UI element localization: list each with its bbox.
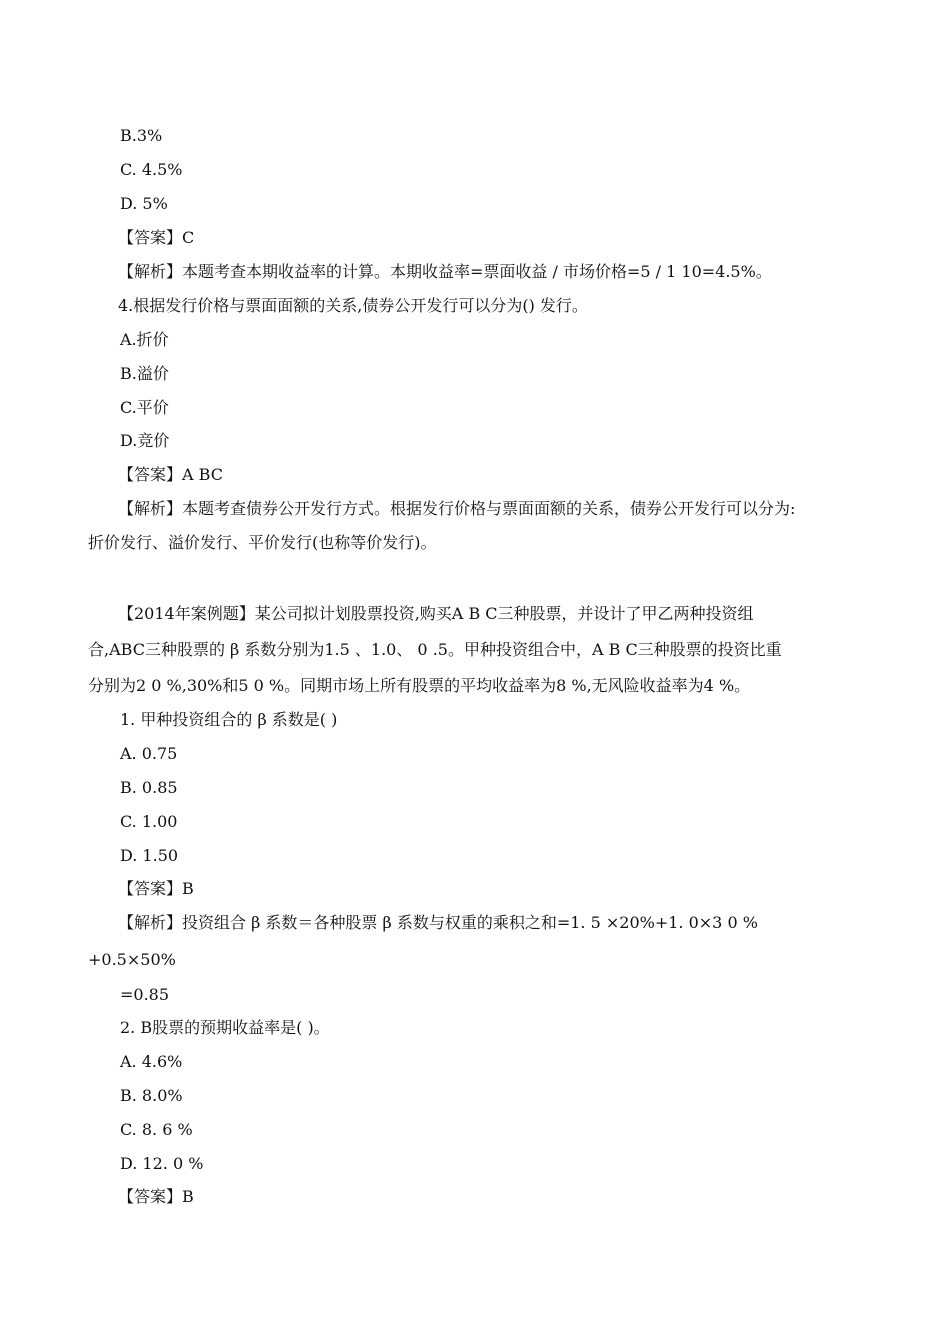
text-line: C. 4.5%: [120, 160, 183, 179]
text-line: B.溢价: [120, 364, 169, 383]
text-line: C. 1.00: [120, 812, 178, 831]
text-line: 2. B股票的预期收益率是( )。: [120, 1018, 330, 1037]
text-line: 【解析】本题考查本期收益率的计算。本期收益率=票面收益 / 市场价格=5 / 1 10=4.5%。: [118, 262, 772, 281]
text-line: D. 5%: [120, 194, 168, 213]
text-line: C.平价: [120, 398, 169, 417]
text-line: B. 0.85: [120, 778, 178, 797]
text-line: 【答案】C: [118, 228, 195, 247]
text-line: D. 1.50: [120, 846, 179, 865]
text-line: 【答案】B: [118, 879, 194, 898]
text-line: C. 8. 6 %: [120, 1120, 193, 1139]
text-line: D.竞价: [120, 431, 170, 450]
text-line: A. 0.75: [120, 744, 178, 763]
text-line: A. 4.6%: [120, 1052, 183, 1071]
text-line: 分别为2 0 %,30%和5 0 %。同期市场上所有股票的平均收益率为8 %,无风险收益率为4 %。: [88, 676, 751, 695]
text-line: 合,ABC三种股票的 β 系数分别为1.5 、1.0、 0 .5。甲种投资组合中，A B C三种股票的投资比重: [88, 640, 782, 659]
text-line: =0.85: [120, 985, 170, 1004]
text-line: 折价发行、溢价发行、平价发行(也称等价发行)。: [88, 533, 437, 552]
text-line: 【答案】A BC: [118, 465, 223, 484]
text-line: 4.根据发行价格与票面面额的关系,债券公开发行可以分为() 发行。: [118, 296, 588, 315]
text-line: +0.5×50%: [88, 950, 176, 969]
text-line: 【答案】B: [118, 1187, 194, 1206]
text-line: 1. 甲种投资组合的 β 系数是( ): [120, 710, 338, 729]
text-line: 【2014年案例题】某公司拟计划股票投资,购买A B C三种股票，并设计了甲乙两种投资组: [118, 604, 754, 623]
text-line: 【解析】本题考查债券公开发行方式。根据发行价格与票面面额的关系，债券公开发行可以分为:: [118, 499, 796, 518]
text-line: A.折价: [120, 330, 169, 349]
text-line: B.3%: [120, 126, 163, 145]
text-line: 【解析】投资组合 β 系数＝各种股票 β 系数与权重的乘积之和=1. 5 ×20%+1. 0×3 0 %: [118, 913, 758, 932]
text-line: D. 12. 0 %: [120, 1154, 204, 1173]
text-line: B. 8.0%: [120, 1086, 183, 1105]
